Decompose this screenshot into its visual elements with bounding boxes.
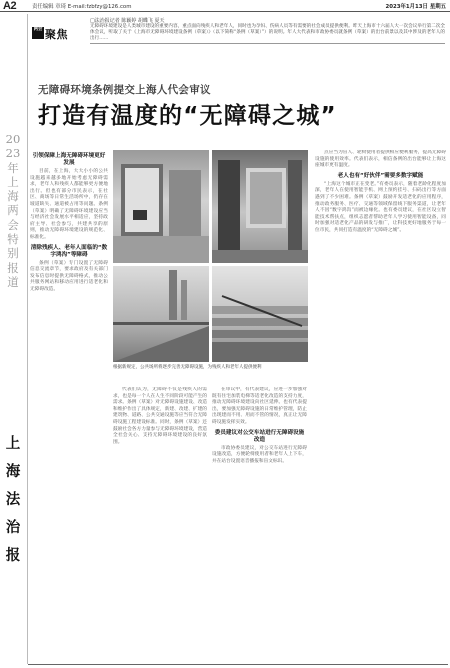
article-lead: 无障碍环境建设是人类城市建设的重要内容，重点面向残疾人和老年人，同时也为孕妇、伤病人员等有需要的社会成员提供便利。昨天上海市十六届人大一次会议举行第二次全体会议，听取了关于《上海市无障碍环境建设条例（草案）》（以下简称“条例（草案）”）的说明。年人大代表和市政协委员就条例（草案）的出台前景以及其中涉及的老年人的出行…… (90, 24, 445, 44)
photo-caption: 根据新规定，公共场所将逐步完善无障碍设施，为残疾人和老年人提供便利 (113, 365, 262, 370)
body-column-1 (30, 150, 108, 662)
article-headline: 打造有温度的“无障碍之城” (38, 103, 337, 129)
photo-street-ramp (113, 266, 209, 362)
page-bottom-rule (28, 664, 448, 665)
body-column-4 (315, 150, 446, 662)
side-banner (0, 14, 26, 664)
elevator-illustration (113, 150, 209, 263)
photo-group (113, 150, 309, 378)
editor-info: 责任编辑 章琦 E-mail:fzbfzy@126.com (32, 4, 132, 10)
section-logo (32, 27, 70, 49)
subheading: 委员建议对公交车站进行无障碍设施改造 (214, 429, 305, 443)
subheading: 引领保障上海无障碍环境更好发展 (32, 153, 106, 166)
article-kicker: 无障碍环境条例提交上海人代会审议 (38, 84, 211, 96)
reporter-byline: □法治报记者 陈颖婷 胡蝶飞 夏天 (90, 18, 165, 24)
photo-handrail-steps (212, 266, 308, 362)
publication-date: 2023年1月13日 星期五 (385, 4, 446, 10)
body-column-2 (113, 387, 207, 662)
page-header (0, 0, 450, 12)
body-paragraph: 代表们认为，无障碍不仅是残疾人的需求，也是每一个人在人生不同阶段可能产生的需求。条例（草案）对无障碍设施建设、改造和维护作出了具体规定，新建、改建、扩建的建筑物、道路、公共交通设施等应当符合无障碍设施工程建设标准。同时，条例（草案）还鼓励社会各方力量参与无障碍环境建设，营造全社会关心、支持无障碍环境建设的良好氛围。 (113, 387, 207, 445)
subheading: 老人也有“好伙伴”需要多数字赋能 (337, 172, 424, 179)
section-label-small: 两会 (32, 27, 44, 39)
special-report-title: 2023年上海两会特别报道 (5, 132, 21, 289)
photo-accessible-elevator (113, 150, 209, 263)
entrance-illustration (212, 150, 308, 263)
body-paragraph: 目前，在上海，大大小小的公共设施越来越多地开始考虑无障碍需求，老年人和残疾人都能够更方便地出行。但也有部分市民表示，在社区、商场等日常生活场所中，仍存在坡道缺失、通道被占用等问题。条例（草案）明确了无障碍环境建设应当与经济社会发展水平相适应，坚持政府主导、社会参与，共建共享的原则，推动无障碍环境建设的规范化、标准化。 (30, 169, 108, 240)
section-label: 聚焦 (45, 28, 68, 41)
body-column-3 (212, 387, 307, 662)
street-illustration (113, 266, 209, 362)
body-paragraph: 条例（草案）专门设置了无障碍信息交流章节，要求政府及有关部门发布信息时提供无障碍格式，推动公共服务网站和移动应用进行适老化和无障碍改造。 (30, 260, 108, 292)
newspaper-masthead: 上海法治报 (5, 435, 21, 564)
photo-accessible-entrance (212, 150, 308, 263)
body-paragraph: 在审议中，有代表建议，应进一步加强对既有住宅加装电梯等适老化改造的支持力度，推动无障碍环境建设向社区延伸。也有代表提出，要加强无障碍设施的日常维护管理，防止出现建而不用、用而不管的情况，真正让无障碍设施发挥实效。 (212, 387, 307, 425)
body-paragraph: 点应当为盲人、轮椅使用者提供相应便利服务，提高无障碍设施的使用效率。代表们表示，相信条例的出台能够让上海这座城市更有温度。 (315, 150, 446, 169)
body-paragraph: 市政协委员建议，对公交车站进行无障碍设施改造，方便轮椅使用者和老年人上下车，并在站台设置语音播报和盲文标识。 (212, 445, 307, 464)
column-divider (27, 14, 28, 664)
body-paragraph: “上海这个城市正在变老。”有委员表示，随着老龄化程度加深，老年人在使用智能手机、网上预约挂号、扫码出行等方面遇到了不少困难。条例（草案）鼓励开发适老化的应用程序，推动政务服务、医疗、交通等领域保留线下服务渠道，让老年人不因“数字鸿沟”而被边缘化。也有委员建议，在社区设立智能技术帮扶点，组织志愿者帮助老年人学习使用智能设备，同时加强对适老化产品的研发与推广，让科技更好地服务于每一位市民，共同打造有温度的“无障碍之城”。 (315, 181, 446, 233)
steps-illustration (212, 266, 308, 362)
subheading: 清除残疾人、老年人面临的“数字鸿沟”等障碍 (30, 244, 108, 258)
page-number: A2 (3, 0, 17, 12)
